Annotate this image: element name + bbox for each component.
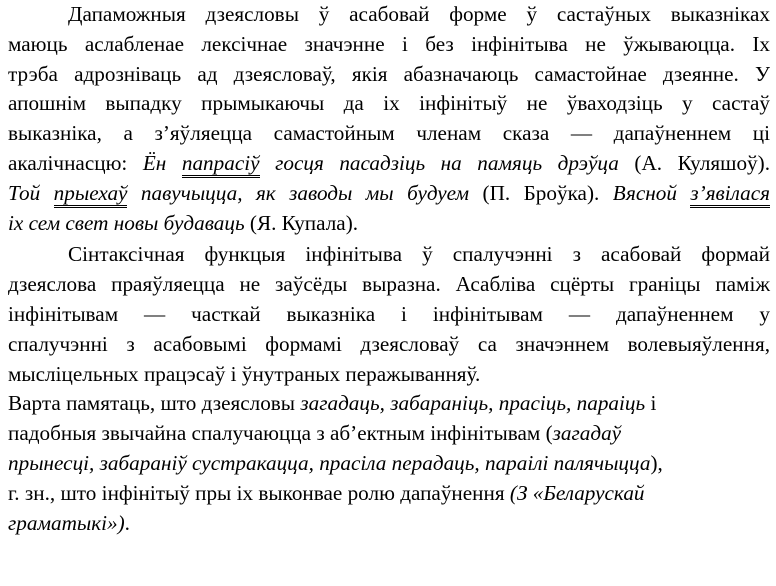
source-citation: (П. Броўка). [469, 180, 613, 205]
example-sentence: Вясной з’явілася [613, 181, 770, 208]
line-text: акалічнасцю: [8, 150, 143, 175]
paragraph-line: падобныя звычайна спалучаюцца з аб’ектным інфінітывам (загадаў [8, 421, 622, 446]
paragraph-line: Сінтаксічная функцыя інфінітыва ў спалучэнні з асабовай формай [68, 242, 770, 267]
paragraph-line: дзеяслова праяўляецца не заўсёды выразна. Асабліва сцёрты граніцы паміж [8, 272, 770, 297]
paragraph-line: інфінітывам — часткай выказніка і інфінітывам — дапаўненнем у [8, 301, 770, 326]
paragraph-line: Варта памятаць, што дзеясловы загадаць, забараніць, прасіць, параіць і [8, 391, 657, 416]
paragraph-line: граматыкі»). [8, 510, 130, 535]
source-citation: граматыкі») [8, 510, 125, 535]
source-citation: (Я. Купала). [244, 210, 359, 235]
paragraph-line: выказніка, а з’яўляецца самастойным членам сказа — дапаўненнем ці [8, 121, 770, 146]
paragraph-line: спалучэнні з асабовымі формамі дзеясловаў са значэннем волевыяўлення, [8, 331, 770, 356]
paragraph-line: апошнім выпадку прымыкаючы да іх інфінітыў не ўваходзіць у састаў [8, 91, 770, 116]
predicate-underlined: папрасіў [182, 151, 260, 178]
paragraph-line: г. зн., што інфінітыў пры іх выконвае ролю дапаўнення (З «Беларускай [8, 480, 645, 505]
paragraph-line [8, 149, 770, 179]
paragraph-line: трэба адрозніваць ад дзеясловаў, якія абазначаюць самастойнае дзеянне. У [8, 61, 770, 86]
paragraph-3 [8, 389, 770, 538]
paragraph-line: маюць аслабленае лексічнае значэнне і без інфінітыва не ўжываюцца. Іх [8, 31, 770, 56]
paragraph-2 [8, 240, 770, 389]
source-citation: (А. Куляшоў). [618, 150, 770, 175]
example-words: загадаць, забараніць, прасіць, параіць [300, 391, 646, 416]
paragraph-line: Дапаможныя дзеясловы ў асабовай форме ў састаўных выказніках [68, 2, 770, 26]
example-words: загадаў [552, 421, 622, 446]
paragraph-line [8, 179, 770, 209]
paragraph-line: мысліцельных працэсаў і ўнутраных перажыванняў. [8, 361, 481, 386]
example-sentence: Той прыехаў павучыцца, як заводы мы будуем [8, 181, 469, 208]
paragraph-line [8, 209, 770, 239]
source-citation: (З «Беларускай [509, 480, 645, 505]
predicate-underlined: прыехаў [54, 181, 128, 208]
paragraph-line: прынесці, забараніў сустракацца, прасіла перадаць, параілі палячыцца), [8, 450, 663, 475]
example-words: прынесці, забараніў сустракацца, прасіла перадаць, параілі палячыцца [8, 450, 651, 475]
example-sentence: Ён папрасіў госця пасадзіць на памяць дрэўца [143, 151, 619, 178]
predicate-underlined: з’явілася [690, 181, 770, 208]
example-sentence: ix сем свет новы будаваць [8, 210, 245, 235]
paragraph-1 [8, 0, 770, 238]
